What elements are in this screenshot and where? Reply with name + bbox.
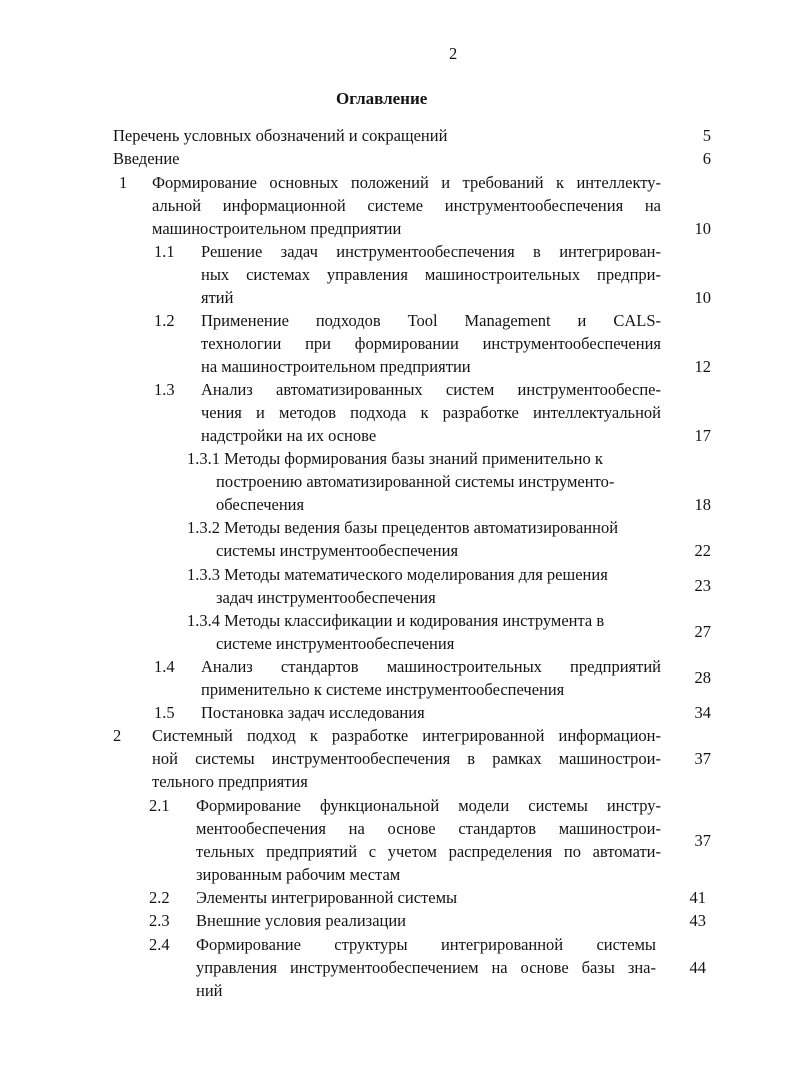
- toc-section-1-3-number: 1.3: [154, 380, 175, 399]
- toc-section-2-3-page: 43: [689, 911, 706, 930]
- toc-section-1-4-number: 1.4: [154, 657, 175, 676]
- toc-subsection-1-3-3-page: 23: [694, 576, 711, 595]
- toc-section-2-1-line[interactable]: ментообеспечения на основе стандартов машинострои-: [196, 819, 661, 838]
- toc-section-1-2-line[interactable]: Применение подходов Tool Management и CALS-: [201, 311, 661, 330]
- toc-subsection-1-3-1-line[interactable]: обеспечения: [216, 495, 305, 514]
- toc-subsection-1-3-2-line[interactable]: 1.3.2 Методы ведения базы прецедентов автоматизированной: [187, 518, 619, 537]
- toc-section-2-1-number: 2.1: [149, 796, 170, 815]
- toc-subsection-1-3-2-page: 22: [694, 541, 711, 560]
- toc-section-2-2-line[interactable]: Элементы интегрированной системы: [196, 888, 458, 907]
- toc-section-1-2-page: 12: [694, 357, 711, 376]
- toc-section-1-3-line[interactable]: надстройки на их основе: [201, 426, 377, 445]
- toc-entry-introduction[interactable]: Введение: [113, 149, 180, 168]
- toc-page-introduction: 6: [702, 149, 711, 168]
- toc-subsection-1-3-1-line[interactable]: 1.3.1 Методы формирования базы знаний применительно к: [187, 449, 603, 468]
- toc-section-2-1-line[interactable]: тельных предприятий с учетом распределения по автомати-: [196, 842, 661, 861]
- toc-chapter-2-page: 37: [694, 749, 711, 768]
- toc-chapter-1-line[interactable]: альной информационной системе инструментообеспечения на: [152, 196, 661, 215]
- toc-subsection-1-3-2-line[interactable]: системы инструментообеспечения: [216, 541, 459, 560]
- toc-section-1-3-line[interactable]: Анализ автоматизированных систем инструментообеспе-: [201, 380, 661, 399]
- toc-chapter-1-line[interactable]: машиностроительном предприятии: [152, 219, 402, 238]
- page-number: 2: [449, 44, 458, 63]
- toc-chapter-2-line[interactable]: ной системы инструментообеспечения в рамках машинострои-: [152, 749, 661, 768]
- toc-section-1-2-line[interactable]: технологии при формировании инструментообеспечения: [201, 334, 661, 353]
- toc-section-2-4-line[interactable]: ний: [196, 981, 223, 1000]
- toc-heading: Оглавление: [336, 89, 428, 108]
- toc-section-1-1-line[interactable]: ных системах управления машиностроительных предпри-: [201, 265, 661, 284]
- toc-section-2-2-number: 2.2: [149, 888, 170, 907]
- toc-section-1-1-line[interactable]: Решение задач инструментообеспечения в интегрирован-: [201, 242, 661, 261]
- toc-section-1-1-page: 10: [694, 288, 711, 307]
- toc-section-2-1-page: 37: [694, 831, 711, 850]
- toc-section-1-5-number: 1.5: [154, 703, 175, 722]
- toc-page-abbreviations: 5: [702, 126, 711, 145]
- toc-chapter-2-line[interactable]: тельного предприятия: [152, 772, 308, 791]
- toc-section-2-4-line[interactable]: управления инструментообеспечением на основе базы зна-: [196, 958, 656, 977]
- toc-section-1-3-page: 17: [694, 426, 711, 445]
- toc-section-2-4-line[interactable]: Формирование структуры интегрированной системы: [196, 935, 656, 954]
- toc-chapter-2-number: 2: [113, 726, 122, 745]
- toc-section-1-2-line[interactable]: на машиностроительном предприятии: [201, 357, 471, 376]
- toc-section-1-4-line[interactable]: применительно к системе инструментообеспечения: [201, 680, 565, 699]
- toc-section-1-4-page: 28: [694, 668, 711, 687]
- toc-section-2-4-page: 44: [689, 958, 706, 977]
- toc-section-2-1-line[interactable]: зированным рабочим местам: [196, 865, 401, 884]
- toc-section-1-5-line[interactable]: Постановка задач исследования: [201, 703, 425, 722]
- toc-section-1-4-line[interactable]: Анализ стандартов машиностроительных предприятий: [201, 657, 661, 676]
- toc-section-1-2-number: 1.2: [154, 311, 175, 330]
- toc-chapter-1-line[interactable]: Формирование основных положений и требований к интеллекту-: [152, 173, 661, 192]
- toc-section-1-1-number: 1.1: [154, 242, 175, 261]
- toc-subsection-1-3-4-line[interactable]: 1.3.4 Методы классификации и кодирования инструмента в: [187, 611, 605, 630]
- toc-subsection-1-3-4-line[interactable]: системе инструментообеспечения: [216, 634, 455, 653]
- toc-section-2-2-page: 41: [689, 888, 706, 907]
- toc-chapter-1-page: 10: [694, 219, 711, 238]
- toc-section-2-3-number: 2.3: [149, 911, 170, 930]
- toc-section-1-5-page: 34: [694, 703, 711, 722]
- toc-subsection-1-3-1-page: 18: [694, 495, 711, 514]
- toc-entry-abbreviations[interactable]: Перечень условных обозначений и сокращений: [113, 126, 448, 145]
- toc-section-1-3-line[interactable]: чения и методов подхода к разработке интеллектуальной: [201, 403, 661, 422]
- toc-subsection-1-3-4-page: 27: [694, 622, 711, 641]
- toc-subsection-1-3-3-line[interactable]: задач инструментообеспечения: [216, 588, 436, 607]
- toc-chapter-1-number: 1: [119, 173, 128, 192]
- toc-chapter-2-line[interactable]: Системный подход к разработке интегрированной информацион-: [152, 726, 661, 745]
- toc-subsection-1-3-1-line[interactable]: построению автоматизированной системы инструменто-: [216, 472, 615, 491]
- toc-section-2-3-line[interactable]: Внешние условия реализации: [196, 911, 407, 930]
- toc-section-1-1-line[interactable]: ятий: [201, 288, 234, 307]
- toc-section-2-4-number: 2.4: [149, 935, 170, 954]
- toc-subsection-1-3-3-line[interactable]: 1.3.3 Методы математического моделирования для решения: [187, 565, 608, 584]
- toc-section-2-1-line[interactable]: Формирование функциональной модели системы инстру-: [196, 796, 661, 815]
